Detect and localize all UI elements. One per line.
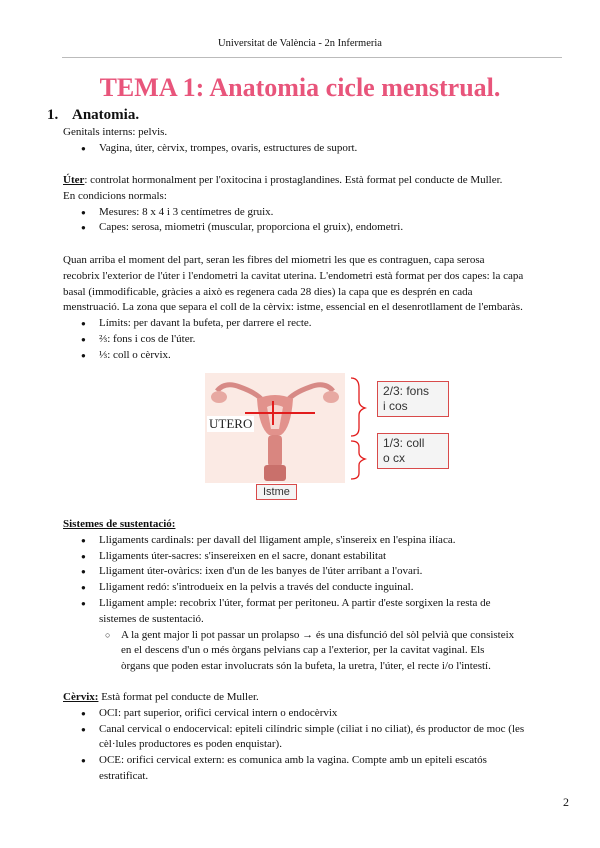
list-item: ● Lligament úter-ovàrics: ixen d'un de les banyes de l'úter arribant a l'ovari. (99, 564, 573, 580)
ample-line: Lligament ample: recobrix l'úter, format per peritoneu. A partir d'este sorgixen la resta de (99, 596, 491, 609)
one-third-box (377, 433, 449, 469)
list-item: ● Límits: per davant la bufeta, per darrere el recte. (99, 316, 573, 332)
section-heading (47, 107, 139, 124)
oce-line: OCE: orifici cervical extern: es comunica amb la vagina. Compte amb un epiteli escatós (99, 754, 487, 767)
istme-box: Istme (256, 484, 297, 500)
two-thirds-box (377, 381, 449, 417)
list-item: ● Mesures: 8 x 4 i 3 centímetres de gruix. (99, 205, 573, 221)
canal-line: cèl·lules productores es poden enquistar). (99, 738, 282, 751)
box-line: o cx (383, 451, 406, 465)
list-item: ● Lligaments úter-sacres: s'insereixen en el sacre, donant estabilitat (99, 549, 573, 565)
uter-term: Úter (63, 174, 85, 186)
sub-list-item (121, 628, 573, 675)
box-line: 2/3: fons (383, 384, 430, 398)
sustentacio-block (63, 517, 573, 675)
sub-line: A la gent major li pot passar un prolapso → és una disfunció del sòl pelvià que consisteix (121, 628, 515, 641)
uterus-figure (205, 373, 440, 508)
canal-line: Canal cervical o endocervical: epiteli cilíndric simple (ciliat i no ciliat), és productor de moc (les (99, 722, 525, 735)
header-divider (62, 57, 562, 58)
list-item: ● ⅓: coll o cèrvix. (99, 348, 573, 364)
cervix-text: Està format pel conducte de Muller. (98, 691, 259, 703)
list-item: ● OCI: part superior, orifici cervical intern o endocèrvix (99, 706, 573, 722)
list-item: ● Lligament redó: s'introdueix en la pelvis a través del conducte inguinal. (99, 580, 573, 596)
list-item: ● Capes: serosa, miometri (muscular, proporciona el gruix), endometri. (99, 220, 573, 236)
list-item (99, 722, 573, 754)
oce-line: estratificat. (99, 769, 149, 782)
list-item: ● Lligaments cardinals: per davall del lligament ample, s'insereix en l'espina ilíaca. (99, 533, 573, 549)
sub-line: òrgans que poden estar involucrats són la bufeta, la uretra, l'úter, el recte i/o l'intestí. (121, 660, 491, 673)
uter-paragraph (63, 173, 573, 189)
ample-line: sistemes de sustentació. (99, 612, 204, 625)
cervix-block (63, 690, 573, 785)
cervix-term: Cèrvix: (63, 691, 99, 703)
uter-block (63, 173, 573, 236)
list-item: ● Vagina, úter, cèrvix, trompes, ovaris, estructures de suport. (99, 141, 573, 157)
box-line: i cos (383, 399, 408, 413)
box-line: 1/3: coll (383, 436, 425, 450)
list-item (99, 753, 573, 785)
uterus-illustration (205, 373, 345, 483)
part-line: Quan arriba el moment del part, seran les fibres del miometri les que es contraguen, capa serosa (63, 254, 485, 266)
genitals-block (63, 125, 573, 157)
sustentacio-title: Sistemes de sustentació: (63, 518, 176, 530)
utero-label: UTERO (209, 416, 253, 431)
part-block (63, 253, 573, 364)
section-label: Anatomia. (72, 107, 140, 123)
genitals-intro: Genitals interns: pelvis. (63, 126, 168, 138)
list-item (99, 596, 573, 628)
cervix-paragraph (63, 690, 573, 706)
part-line: menstruació. La zona que separa el coll de la cèrvix: istme, essencial en el desenrotllament de l'embaràs. (63, 301, 523, 314)
part-line: recobrix l'exterior de l'úter i l'endometri la cavitat uterina. L'endometri està format per dos capes: la capa (63, 269, 524, 282)
uter-line2: En condicions normals: (63, 189, 167, 202)
page-title: TEMA 1: Anatomia cicle menstrual. (99, 73, 501, 102)
figure-brackets (345, 373, 377, 483)
part-line: basal (immodificable, gràcies a això es regenera cada 28 dies) la capa que es desprén en cada (63, 285, 473, 298)
list-item: ● ⅔: fons i cos de l'úter. (99, 332, 573, 348)
page-number: 2 (563, 795, 569, 809)
page-header: Universitat de València - 2n Infermeria (218, 38, 382, 49)
sub-line: en el descens d'un o més òrgans pelvians cap a l'exterior, per la cavitat vaginal. Els (121, 644, 485, 657)
section-number: 1. (47, 107, 59, 123)
uter-text: : controlat hormonalment per l'oxitocina i prostaglandines. Està format pel conducte de Muller. (84, 174, 503, 186)
